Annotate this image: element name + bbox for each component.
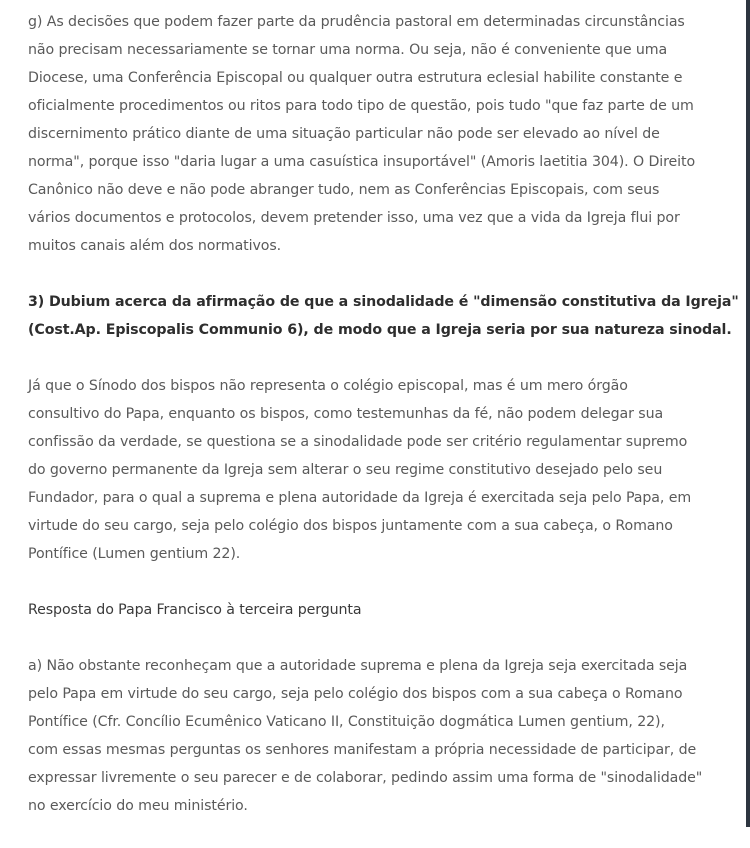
text-line: Diocese, uma Conferência Episcopal ou qualquer outra estrutura eclesial habilite constante e [28,70,683,86]
text-line: Fundador, para o qual a suprema e plena autoridade da Igreja é exercitada seja pelo Papa, em [28,490,692,506]
text-line: Canônico não deve e não pode abranger tudo, nem as Conferências Episcopais, com seus [28,182,660,198]
text-line: com essas mesmas perguntas os senhores manifestam a própria necessidade de participar, de [28,742,697,758]
dubium-3-body [28,372,718,568]
text-line: pelo Papa em virtude do seu cargo, seja pelo colégio dos bispos com a sua cabeça o Romano [28,686,683,702]
text-line: consultivo do Papa, enquanto os bispos, como testemunhas da fé, não podem delegar sua [28,406,664,422]
text-line: confissão da verdade, se questiona se a sinodalidade pode ser critério regulamentar supremo [28,434,688,450]
response-heading-block [28,596,718,624]
text-line: discernimento prático diante de uma situação particular não pode ser elevado ao nível de [28,126,660,142]
text-line: muitos canais além dos normativos. [28,238,282,254]
text-line: do governo permanente da Igreja sem alterar o seu regime constitutivo desejado pelo seu [28,462,663,478]
text-line: virtude do seu cargo, seja pelo colégio dos bispos juntamente com a sua cabeça, o Romano [28,518,673,534]
heading-line: (Cost.Ap. Episcopalis Communio 6), de modo que a Igreja seria por sua natureza sinodal. [28,322,732,338]
text-line: Já que o Sínodo dos bispos não representa o colégio episcopal, mas é um mero órgão [28,378,628,394]
heading-line: 3) Dubium acerca da afirmação de que a sinodalidade é "dimensão constitutiva da Igreja" [28,294,739,310]
text-line: expressar livremente o seu parecer e de colaborar, pedindo assim uma forma de "sinodalidade" [28,770,703,786]
response-heading: Resposta do Papa Francisco à terceira pergunta [28,602,362,618]
scrollbar[interactable] [746,0,750,827]
text-line: a) Não obstante reconheçam que a autoridade suprema e plena da Igreja seja exercitada seja [28,658,688,674]
text-line: g) As decisões que podem fazer parte da prudência pastoral em determinadas circunstâncias [28,14,685,30]
text-line: oficialmente procedimentos ou ritos para todo tipo de questão, pois tudo "que faz parte de um [28,98,694,114]
paragraph-a [28,652,718,820]
paragraph-g [28,8,718,260]
text-line: Pontífice (Cfr. Concílio Ecumênico Vaticano II, Constituição dogmática Lumen gentium, 22), [28,714,665,730]
dubium-3-heading [28,288,739,344]
text-line: no exercício do meu ministério. [28,798,248,814]
text-line: norma", porque isso "daria lugar a uma casuística insuportável" (Amoris laetitia 304). O Direito [28,154,696,170]
text-line: não precisam necessariamente se tornar uma norma. Ou seja, não é conveniente que uma [28,42,668,58]
article-body [28,8,739,848]
text-line: Pontífice (Lumen gentium 22). [28,546,241,562]
text-line: vários documentos e protocolos, devem pretender isso, uma vez que a vida da Igreja flui por [28,210,680,226]
